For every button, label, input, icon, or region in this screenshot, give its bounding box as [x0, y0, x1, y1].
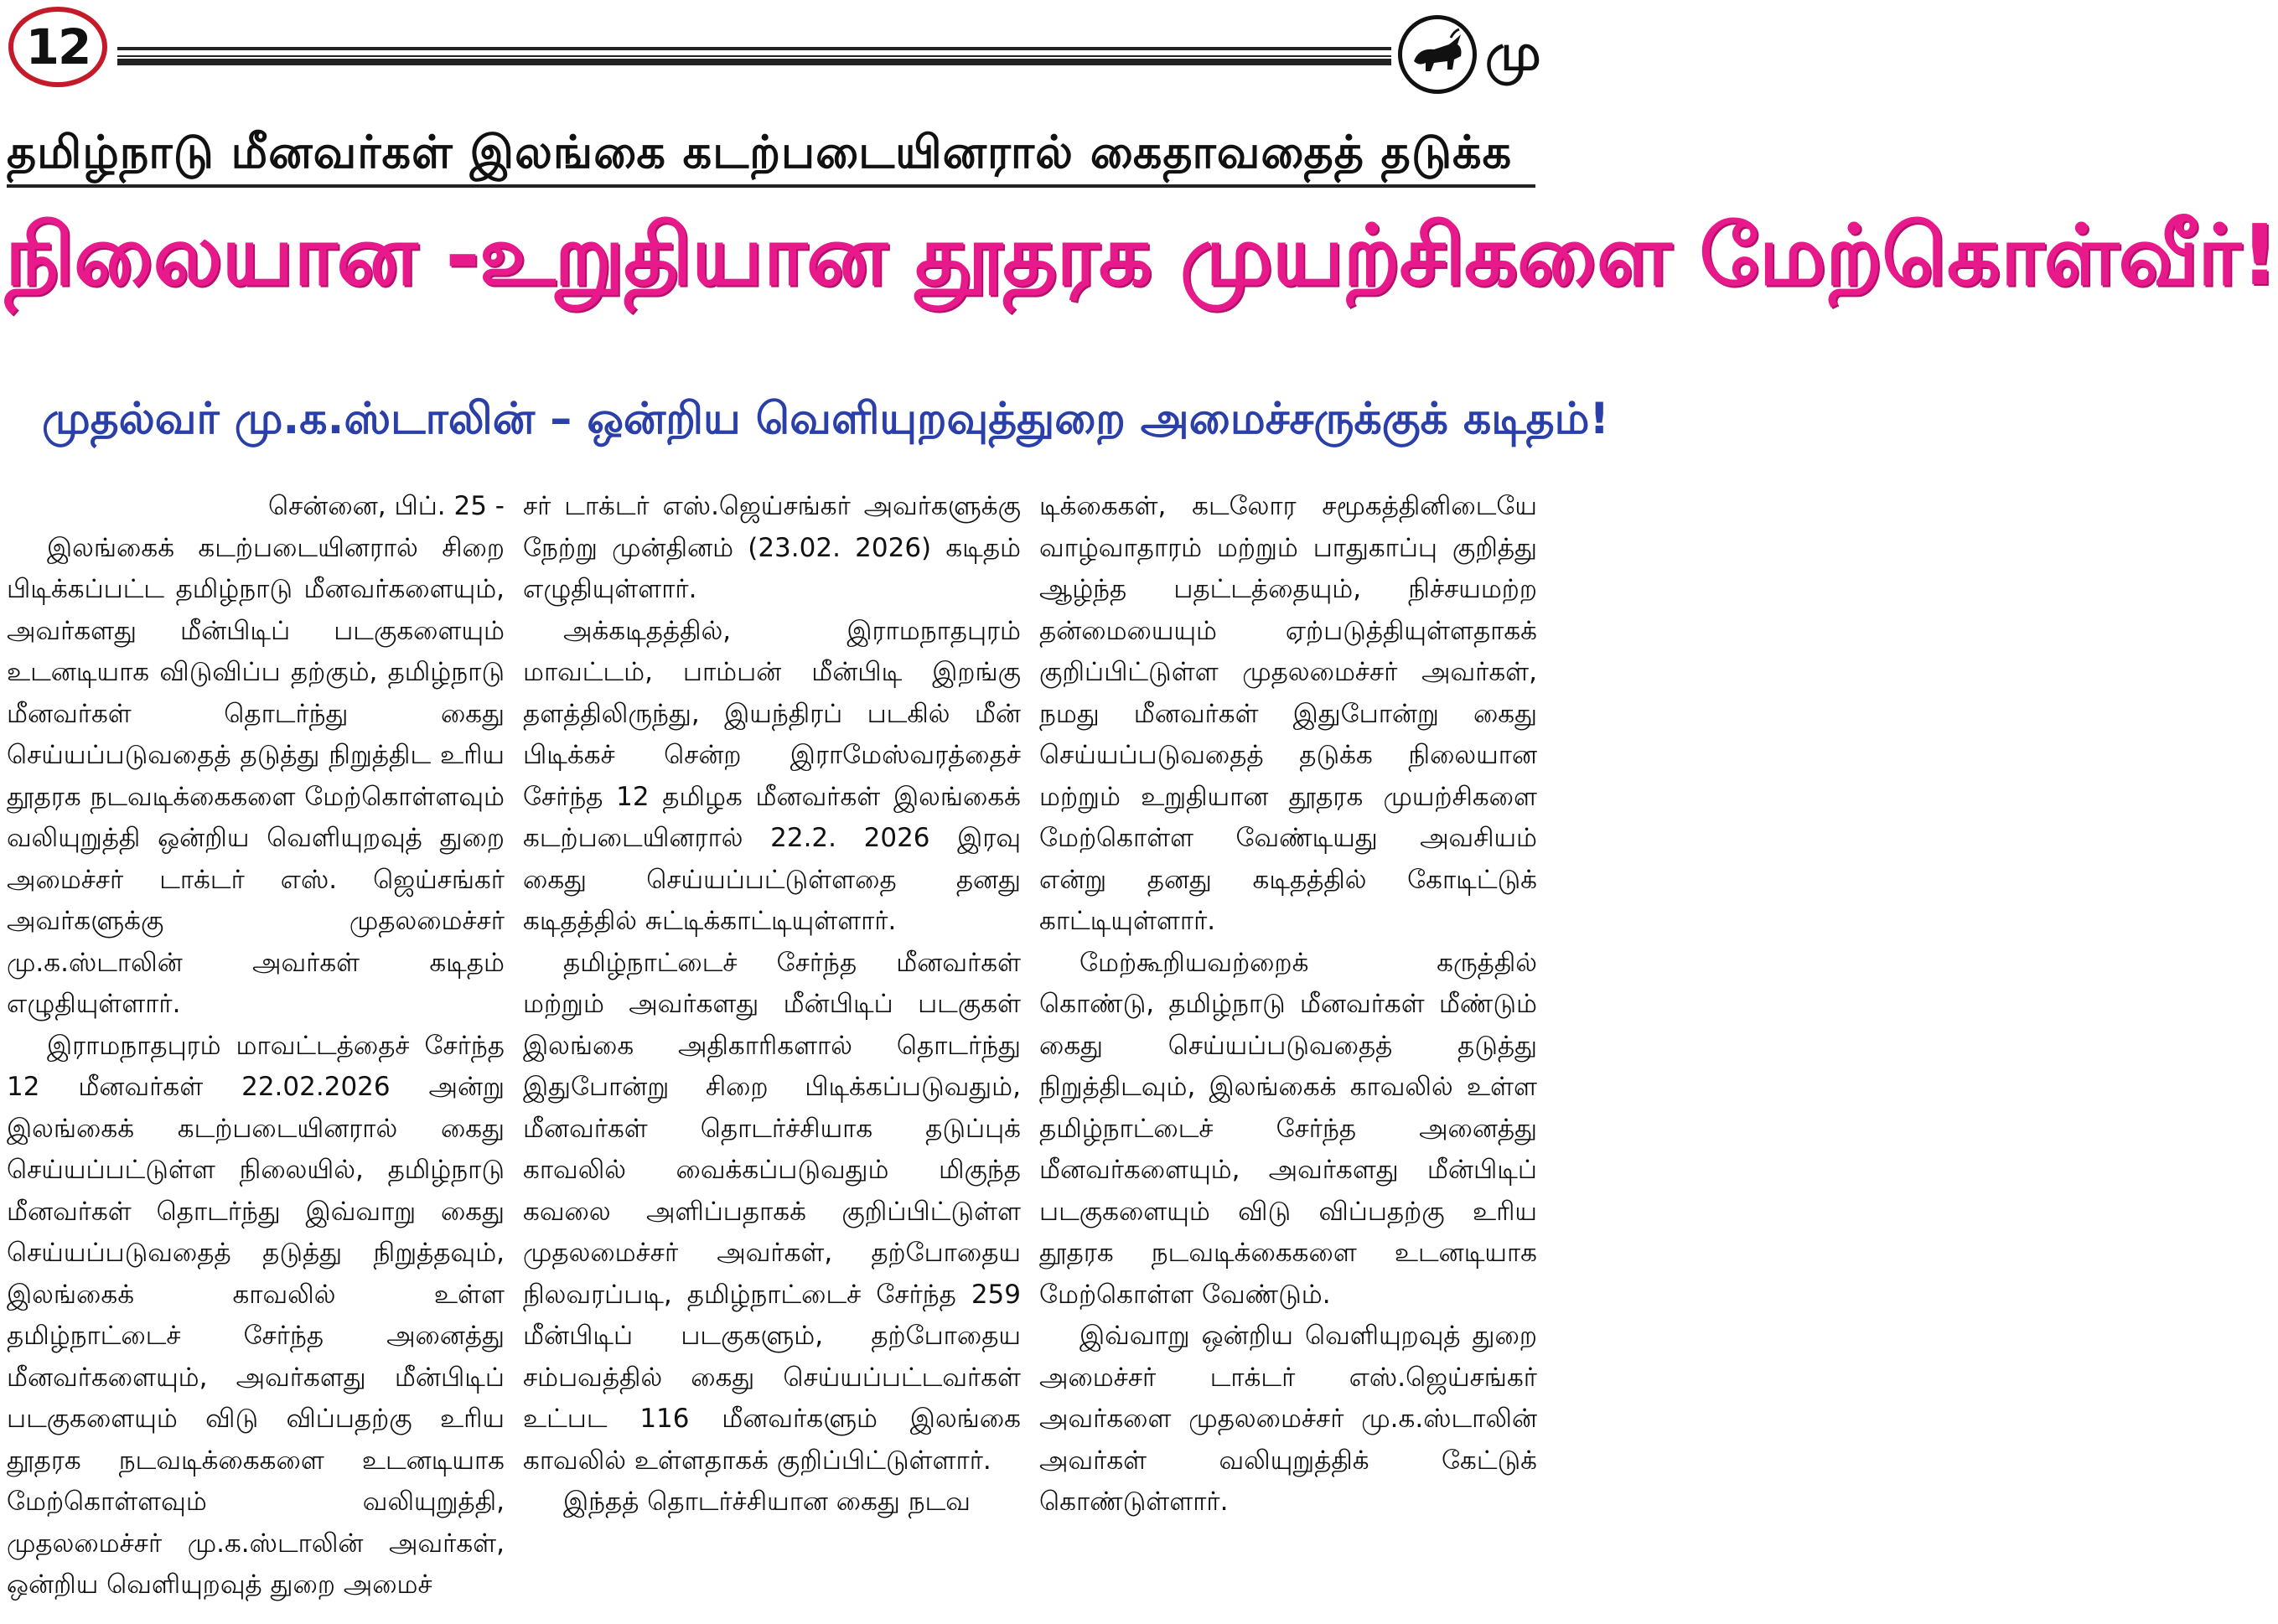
paragraph: இலங்கைக் கடற்படையினரால் சிறை பிடிக்கப்பட்ட தமிழ்நாடு மீனவர்களையும், அவர்களது மீன்பிடிப் படகுகளையும் உடனடியாக விடுவிப்ப தற்கும், தமிழ்நாடு மீனவர்கள் தொடர்ந்து கைது செய்யப்படுவதைத் தடுத்து நிறுத்திட உரிய தூதரக நடவடிக்கைகளை மேற்கொள்ளவும் வலியுறுத்தி ஒன்றிய வெளியுறவுத் துறை அமைச்சர் டாக்டர் எஸ். ஜெய்சங்கர் அவர்களுக்கு முதலமைச்சர் மு.க.ஸ்டாலின் அவர்கள் கடிதம் எழுதியுள்ளார். — [7, 532, 505, 1019]
kicker-divider — [7, 184, 1535, 188]
paragraph: இராமநாதபுரம் மாவட்டத்தைச் சேர்ந்த 12 மீனவர்கள் 22.02.2026 அன்று இலங்கைக் கடற்படையினரால் கைது செய்யப்பட்டுள்ள நிலையில், தமிழ்நாடு மீனவர்கள் தொடர்ந்து இவ்வாறு கைது செய்யப்படுவதைத் தடுத்து நிறுத்தவும், இலங்கைக் காவலில் உள்ள தமிழ்நாட்டைச் சேர்ந்த அனைத்து மீனவர்களையும், அவர்களது மீன்பிடிப் படகுகளையும் விடு விப்பதற்கு உரிய தூதரக நடவடிக்கைகளை உடனடியாக மேற்கொள்ளவும் வலியுறுத்தி, முதலமைச்சர் மு.க.ஸ்டாலின் அவர்கள், ஒன்றிய வெளியுறவுத் துறை அமைச் — [7, 1030, 505, 1600]
paragraph: இந்தத் தொடர்ச்சியான கைது நடவ — [563, 1487, 971, 1517]
article-subhead: முதல்வர் மு.க.ஸ்டாலின் – ஒன்றிய வெளியுறவுத்துறை அமைச்சருக்குக் கடிதம்! — [42, 394, 1610, 444]
paragraph: சர் டாக்டர் எஸ்.ஜெய்சங்கர் அவர்களுக்கு நேற்று முன்தினம் (23.02. 2026) கடிதம் எழுதியுள்ளார். — [523, 491, 1021, 604]
masthead-title-fragment: மு — [1485, 23, 1541, 82]
page-number-badge — [8, 7, 107, 87]
header-rule — [117, 47, 1391, 65]
article-headline: நிலையான -உறுதியான தூதரக முயற்சிகளை மேற்கொள்வீர்! — [5, 206, 2278, 304]
paragraph: இவ்வாறு ஒன்றிய வெளியுறவுத் துறை அமைச்சர் டாக்டர் எஸ்.ஜெய்சங்கர் அவர்களை முதலமைச்சர் மு.க.ஸ்டாலின் அவர்கள் வலியுறுத்திக் கேட்டுக் கொண்டுள்ளார். — [1039, 1321, 1537, 1517]
paragraph: டிக்கைகள், கடலோர சமூகத்தினிடையே வாழ்வாதாரம் மற்றும் பாதுகாப்பு குறித்து ஆழ்ந்த பதட்டத்தையும், நிச்சயமற்ற தன்மையையும் ஏற்படுத்தியுள்ளதாகக் குறிப்பிட்டுள்ள முதலமைச்சர் அவர்கள், நமது மீனவர்கள் இதுபோன்று கைது செய்யப்படுவதைத் தடுக்க நிலையான மற்றும் உறுதியான தூதரக முயற்சிகளை மேற்கொள்ள வேண்டியது அவசியம் என்று தனது கடிதத்தில் கோடிட்டுக் காட்டியுள்ளார். — [1039, 491, 1537, 936]
article-kicker: தமிழ்நாடு மீனவர்கள் இலங்கை கடற்படையினரால் கைதாவதைத் தடுக்க — [7, 126, 1513, 178]
body-column-1 — [7, 486, 505, 1617]
paragraph: மேற்கூறியவற்றைக் கருத்தில் கொண்டு, தமிழ்நாடு மீனவர்கள் மீண்டும் கைது செய்யப்படுவதைத் தடுத்து நிறுத்திடவும், இலங்கைக் காவலில் உள்ள தமிழ்நாட்டைச் சேர்ந்த அனைத்து மீனவர்களையும், அவர்களது மீன்பிடிப் படகுகளையும் விடு விப்பதற்கு உரிய தூதரக நடவடிக்கைகளை உடனடியாக மேற்கொள்ள வேண்டும். — [1039, 947, 1537, 1310]
article-body — [7, 486, 1537, 1617]
paragraph: அக்கடிதத்தில், இராமநாதபுரம் மாவட்டம், பாம்பன் மீன்பிடி இறங்கு தளத்திலிருந்து, இயந்திரப் படகில் மீன் பிடிக்கச் சென்ற இராமேஸ்வரத்தைச் சேர்ந்த 12 தமிழக மீனவர்கள் இலங்கைக் கடற்படையினரால் 22.2. 2026 இரவு கைது செய்யப்பட்டுள்ளதை தனது கடிதத்தில் சுட்டிக்காட்டியுள்ளார். — [523, 615, 1021, 936]
paragraph: தமிழ்நாட்டைச் சேர்ந்த மீனவர்கள் மற்றும் அவர்களது மீன்பிடிப் படகுகள் இலங்கை அதிகாரிகளால் தொடர்ந்து இதுபோன்று சிறை பிடிக்கப்படுவதும், மீனவர்கள் தொடர்ச்சியாக தடுப்புக் காவலில் வைக்கப்படுவதும் மிகுந்த கவலை அளிப்பதாகக் குறிப்பிட்டுள்ள முதலமைச்சர் அவர்கள், தற்போதைய நிலவரப்படி, தமிழ்நாட்டைச் சேர்ந்த 259 மீன்பிடிப் படகுகளும், தற்போதைய சம்பவத்தில் கைது செய்யப்பட்டவர்கள் உட்பட 116 மீனவர்களும் இலங்கை காவலில் உள்ளதாகக் குறிப்பிட்டுள்ளார். — [523, 947, 1021, 1476]
body-column-2 — [523, 486, 1021, 1617]
page-number: 12 — [25, 18, 91, 75]
dateline: சென்னை, பிப். 25 - — [268, 491, 505, 521]
page-header — [0, 0, 1540, 101]
bull-emblem-icon — [1398, 15, 1477, 94]
body-column-3 — [1039, 486, 1537, 1617]
